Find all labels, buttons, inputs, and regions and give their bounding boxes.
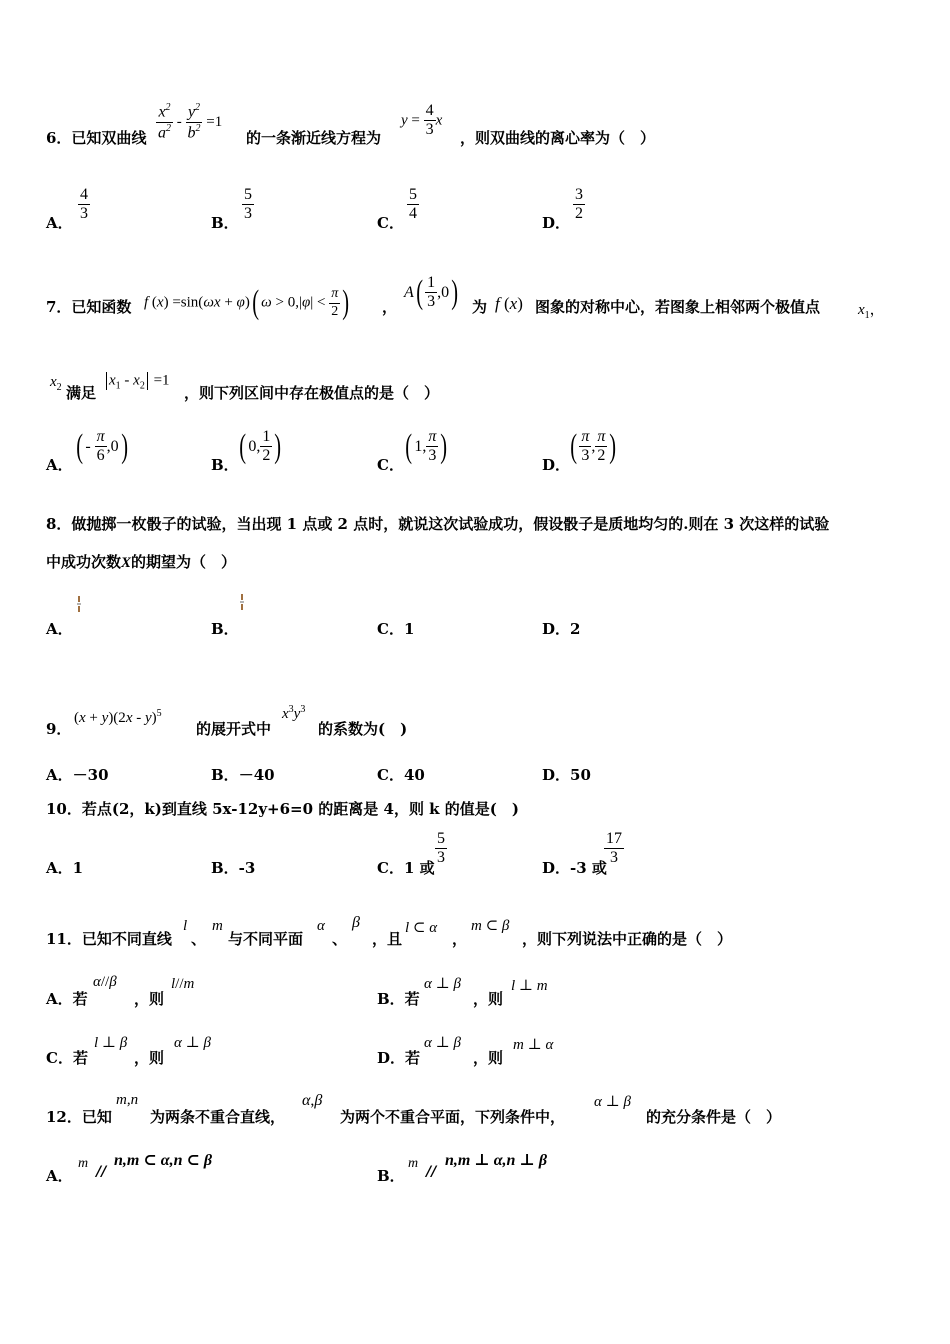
q7-line2 <box>46 372 546 402</box>
q7-option-b[interactable]: B． ( 0, $\frac{1}{2}$ ) <box>211 427 282 474</box>
q9-expression: (x + y)(2x - y)$^5$ <box>74 708 162 726</box>
q11-option-b[interactable]: B．若 α ⊥ β ，则 l ⊥ m <box>377 976 548 1008</box>
q7-number-text: 7．已知函数 <box>46 298 132 316</box>
q6-mid-text: 的一条渐近线方程为 <box>246 129 382 147</box>
q7-option-d[interactable]: D． ( $\frac{\pi}{3}$ , $\frac{\pi}{2}$ ) <box>542 427 617 474</box>
q7-x2: $x_2$ <box>50 374 62 393</box>
q6-hyperbola-equation: $\frac{x^2}{a^2}$ - $\frac{y^2}{b^2}$ =1 <box>158 102 223 142</box>
question-11: 11．已知不同直线 l 、 m 与不同平面 α 、 β ，且 l ⊂ α ， m ⊂ β ，则下列说法中正确的是（ ） <box>46 914 733 948</box>
q10-option-c[interactable]: C．1 或 $\frac{5}{3}$ <box>377 830 445 877</box>
q11-option-c[interactable]: C．若 l ⊥ β ，则 α ⊥ β <box>46 1035 211 1067</box>
q9-option-b[interactable]: B．－40 <box>211 766 275 784</box>
q11-option-a[interactable]: A．若 α//β ，则 l//m <box>46 974 195 1008</box>
q8-option-a[interactable]: A． <box>46 592 126 638</box>
q8-option-a-small-fraction <box>76 594 82 616</box>
q6-tail-text: ，则双曲线的离心率为（ ） <box>460 129 656 147</box>
q10-option-d[interactable]: D．-3 或 $\frac{17}{3}$ <box>542 830 622 877</box>
q6-number-text: 6．已知双曲线 <box>46 129 147 147</box>
q7-line2-mid: 满足 <box>66 384 97 402</box>
q9-option-a[interactable]: A．－30 <box>46 766 109 784</box>
q8-option-c[interactable]: C．1 <box>377 620 415 638</box>
q7-option-c[interactable]: C． ( 1, $\frac{\pi}{3}$ ) <box>377 427 448 474</box>
q7-separator: ， <box>382 298 398 316</box>
q10-option-a[interactable]: A．1 <box>46 859 84 877</box>
question-7 <box>46 272 906 332</box>
q8-option-b[interactable]: B． <box>211 592 291 638</box>
q11-option-d[interactable]: D．若 α ⊥ β ，则 m ⊥ α <box>377 1035 554 1067</box>
q12-option-b[interactable]: B． m // n,m ⊥ α,n ⊥ β <box>377 1152 548 1185</box>
q10-option-b[interactable]: B．-3 <box>211 859 256 877</box>
q6-option-d[interactable]: D． $\frac{3}{2}$ <box>542 186 583 232</box>
q9-option-c[interactable]: C．40 <box>377 766 425 784</box>
question-9: 9． (x + y)(2x - y)$^5$ 的展开式中 $x^3y^3$ 的系数为( ) <box>46 704 408 738</box>
q7-option-a[interactable]: A． ( - $\frac{\pi}{6}$ ,0) <box>46 427 128 474</box>
q7-function-definition: f (x) =sin(ωx + φ)( ω > 0,|φ| < $\frac{\pi}{2}$ ) <box>144 284 350 321</box>
q9-term: $x^3y^3$ <box>282 704 306 722</box>
q6-option-b[interactable]: B． $\frac{5}{3}$ <box>211 186 252 232</box>
q8-line1: 8．做抛掷一枚骰子的试验，当出现 1 点或 2 点时，就说这次试验成功，假设骰子是质地均匀的.则在 3 次这样的试验 <box>46 515 830 533</box>
q7-point-a: A( $\frac{1}{3}$ ,0) <box>404 273 459 311</box>
q6-option-c[interactable]: C． $\frac{5}{4}$ <box>377 186 417 232</box>
q7-x1: $x_1$， <box>858 302 885 321</box>
q8-option-b-small-fraction <box>239 592 245 614</box>
q7-mid-text: 为 <box>472 298 488 316</box>
q6-option-a[interactable]: A． $\frac{4}{3}$ <box>46 186 88 232</box>
q8-line2: 中成功次数X的期望为（ ） <box>46 553 237 571</box>
q7-mid2-text: 图象的对称中心，若图象上相邻两个极值点 <box>535 298 821 316</box>
q12-option-a[interactable]: A． m // n,m ⊂ α,n ⊂ β <box>46 1152 213 1185</box>
q6-asymptote-equation: y = $\frac{4}{3}$ x <box>401 102 443 139</box>
q10-text: 10．若点(2，k)到直线 5x-12y+6=0 的距离是 4，则 k 的值是( ) <box>46 800 519 818</box>
q7-condition: $x_1 - x_2 =1$ <box>104 372 170 391</box>
q8-option-d[interactable]: D．2 <box>542 620 581 638</box>
q7-line2-tail: ，则下列区间中存在极值点的是（ ） <box>184 384 440 402</box>
question-12: 12．已知 m,n 为两条不重合直线， α,β 为两个不重合平面，下列条件中， α ⊥ β 的充分条件是（ ） <box>46 1092 782 1126</box>
q7-f-of-x: f (x) <box>495 294 523 313</box>
q9-option-d[interactable]: D．50 <box>542 766 591 784</box>
